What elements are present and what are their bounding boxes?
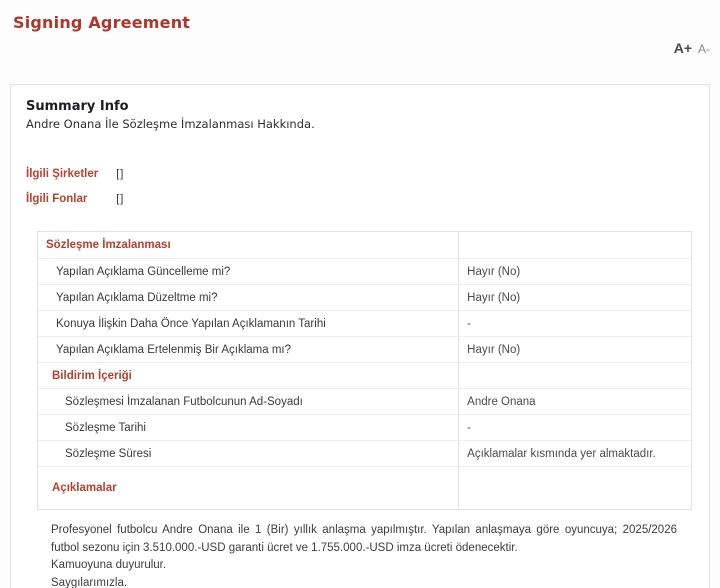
row-value: - <box>467 421 472 434</box>
info-table <box>37 231 692 510</box>
row-label: Açıklamalar <box>38 467 459 509</box>
font-size-controls <box>0 32 720 56</box>
related-companies-row <box>26 168 693 193</box>
footer-text <box>51 522 677 588</box>
table-row <box>38 337 691 363</box>
related-companies-label: İlgili Şirketler <box>26 168 99 180</box>
table-row <box>38 232 691 259</box>
row-label: Sözleşmesi İmzalanan Futbolcunun Ad-Soyadı <box>38 389 459 414</box>
row-label: Sözleşme Süresi <box>38 441 459 466</box>
table-row <box>38 363 691 389</box>
row-label: Bildirim İçeriği <box>38 363 459 388</box>
row-value: Andre Onana <box>467 395 536 408</box>
row-value: Hayır (No) <box>467 291 521 304</box>
row-value: Açıklamalar kısmında yer almaktadır. <box>467 447 656 460</box>
row-value <box>459 363 691 388</box>
row-label: Yapılan Açıklama Ertelenmiş Bir Açıklama mı? <box>38 337 459 362</box>
row-value <box>459 232 691 258</box>
page-header <box>0 0 720 32</box>
row-label: Sözleşme Tarihi <box>38 415 459 440</box>
page-title: Signing Agreement <box>13 13 191 32</box>
table-row <box>38 467 691 509</box>
table-row <box>38 285 691 311</box>
related-companies-value: [] <box>116 168 125 180</box>
related-block <box>26 168 693 218</box>
row-value: Hayır (No) <box>467 265 521 278</box>
font-decrease-button[interactable]: A- <box>698 42 710 56</box>
summary-subject: Andre Onana İle Sözleşme İmzalanması Hakkında. <box>26 117 315 131</box>
table-row <box>38 415 691 441</box>
table-row <box>38 259 691 285</box>
table-row <box>38 311 691 337</box>
row-label: Yapılan Açıklama Güncelleme mi? <box>38 259 459 284</box>
table-row <box>38 441 691 467</box>
related-funds-value: [] <box>116 193 125 205</box>
table-row <box>38 389 691 415</box>
announcement-line: Kamuoyuna duyurulur. <box>51 559 167 571</box>
disclosure-paragraph: Profesyonel futbolcu Andre Onana ile 1 (Bir) yıllık anlaşma yapılmıştır. Yapılan anlaşmaya göre oyuncuya; 2025/2026 futbol sezonu için 3.510.000.-USD garanti ücret ve 1.755.000.-USD imza ücreti ödenecektir. <box>51 524 677 554</box>
summary-card <box>10 84 710 588</box>
row-label: Yapılan Açıklama Düzeltme mi? <box>38 285 459 310</box>
row-value: - <box>467 317 472 330</box>
row-label: Sözleşme İmzalanması <box>38 232 459 258</box>
related-funds-row <box>26 193 693 218</box>
row-label: Konuya İlişkin Daha Önce Yapılan Açıklamanın Tarihi <box>38 311 459 336</box>
font-increase-button[interactable]: A+ <box>673 40 692 56</box>
regards-line: Saygılarımızla. <box>51 576 128 588</box>
row-value: Hayır (No) <box>467 343 521 356</box>
row-value <box>459 467 691 509</box>
related-funds-label: İlgili Fonlar <box>26 193 88 205</box>
summary-heading: Summary Info <box>26 99 129 114</box>
